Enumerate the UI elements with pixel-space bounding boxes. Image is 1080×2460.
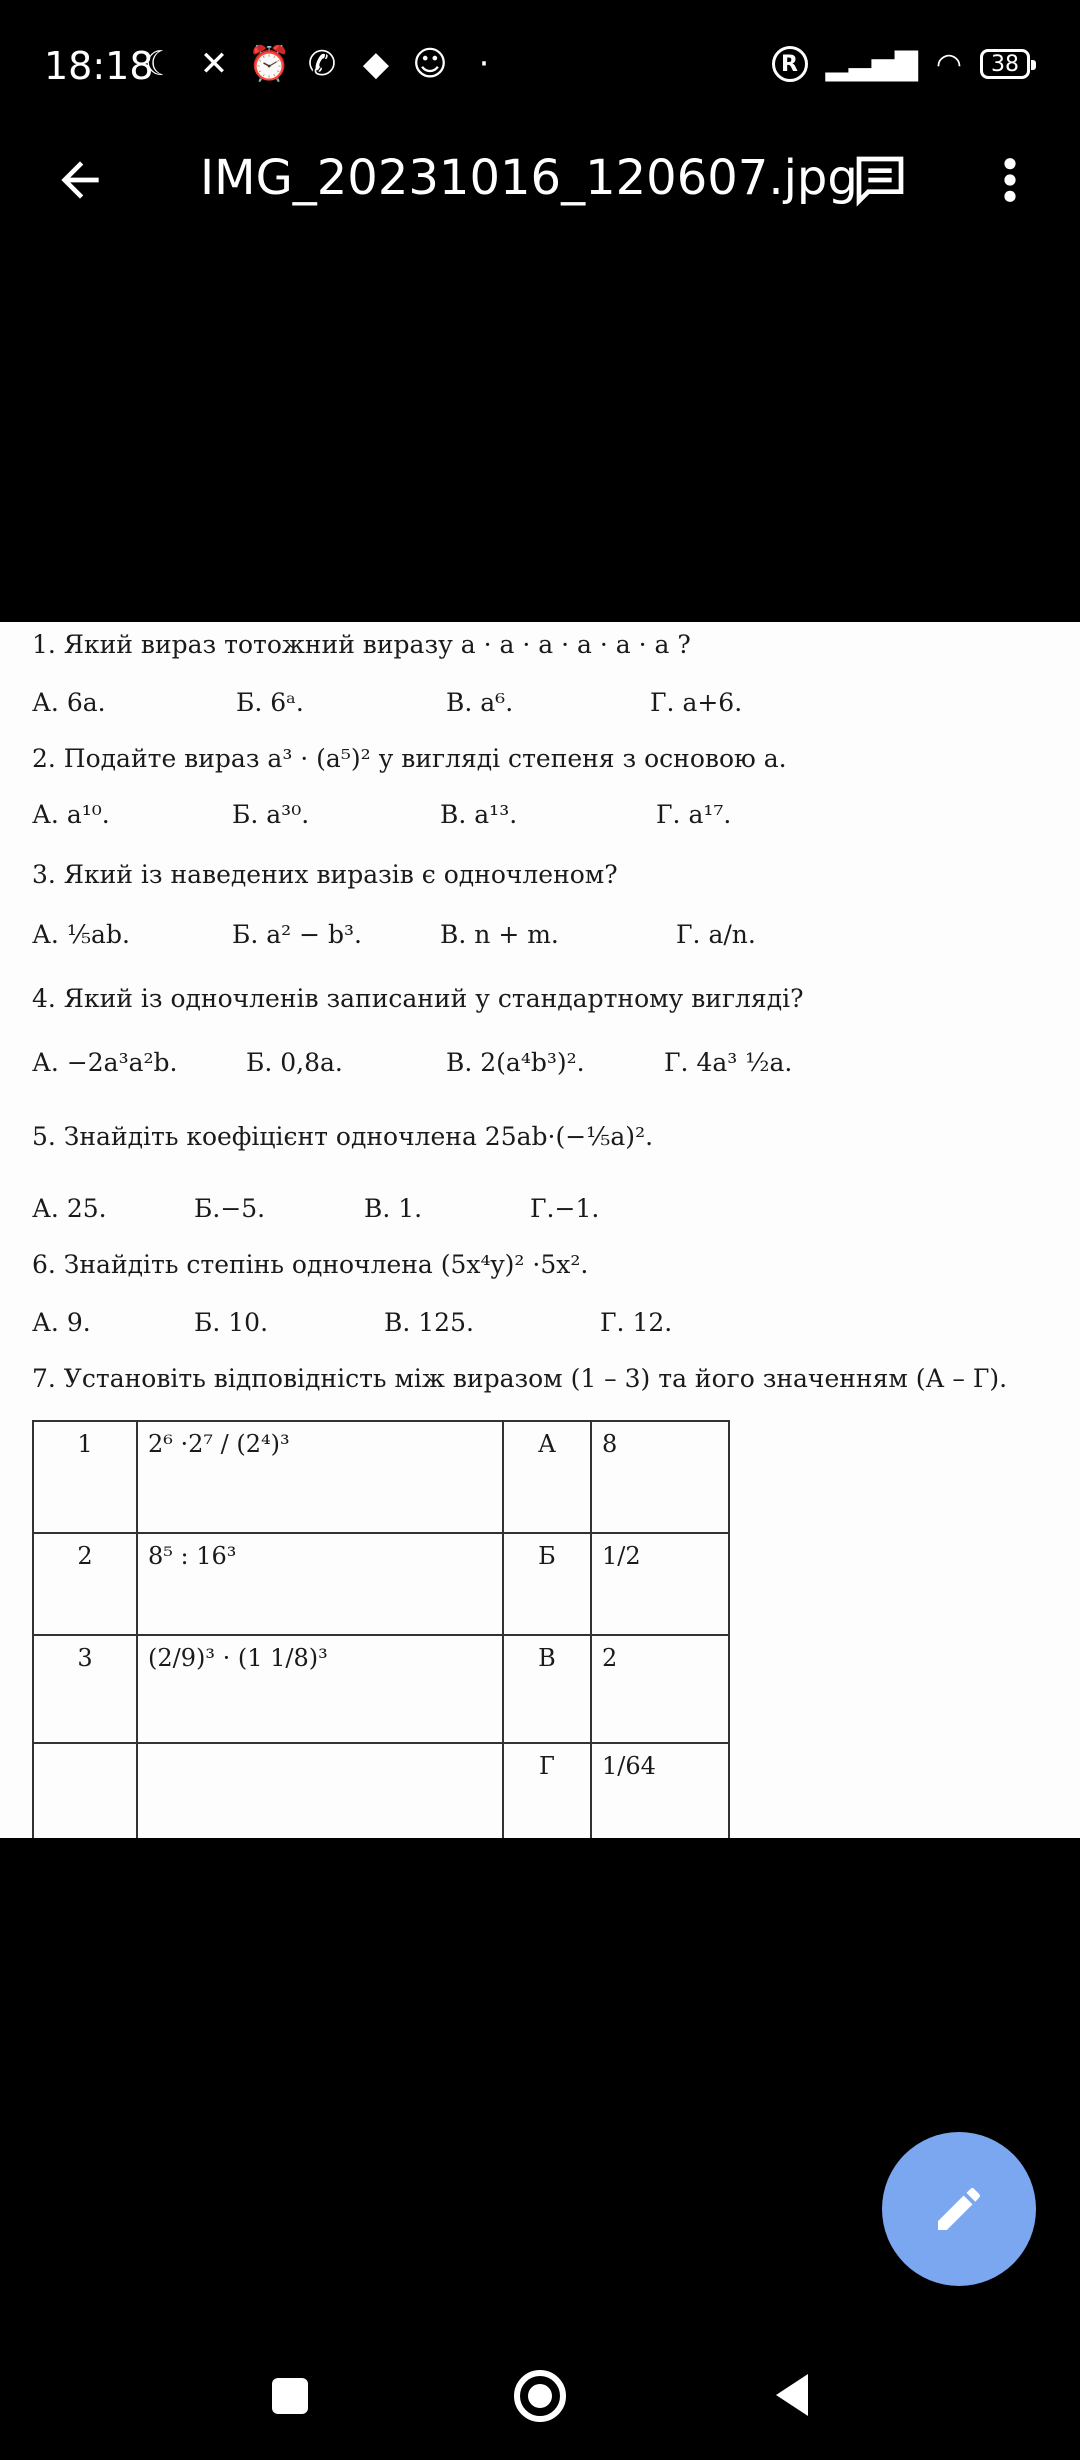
q4-option-b: Б. 0,8a. [246,1048,343,1077]
wifi-icon: ◠ [935,46,962,82]
row-value: 2 [591,1635,729,1743]
q4-option-d: Г. 4a³ ½a. [664,1048,793,1077]
row-letter: В [503,1635,591,1743]
edit-button[interactable] [882,2132,1036,2286]
row-letter: А [503,1421,591,1533]
q6-option-c: В. 125. [384,1308,474,1337]
roaming-icon: R [772,46,808,82]
row-expression [137,1743,503,1838]
row-value: 1/2 [591,1533,729,1635]
question-1: 1. Який вираз тотожний виразу a · a · a · a · a · a ? [32,630,691,659]
dot-icon: · [478,44,490,84]
comment-icon[interactable] [852,152,908,208]
navigation-bar [0,2340,1080,2460]
discord-icon: ☺ [412,44,448,84]
q6-option-a: А. 9. [32,1308,91,1337]
pencil-icon [931,2181,987,2237]
row-expression: 8⁵ : 16³ [137,1533,503,1635]
q1-option-a: А. 6a. [32,688,106,717]
row-value: 1/64 [591,1743,729,1838]
q5-option-c: В. 1. [364,1194,423,1223]
home-icon[interactable] [512,2368,568,2424]
row-number [33,1743,137,1838]
battery-icon: 38 [980,49,1030,79]
back-icon[interactable] [772,2370,812,2420]
q3-option-c: В. n + m. [440,920,559,949]
table-row [33,1743,729,1838]
file-title: IMG_20231016_120607.jpg [200,150,858,206]
q1-option-b: Б. 6ᵃ. [236,688,304,717]
row-expression: (2/9)³ · (1 1/8)³ [137,1635,503,1743]
signal-icon: ▂▃▅▇ [825,46,918,82]
table-row [33,1533,729,1635]
moon-icon: ☾ [144,44,176,84]
q1-option-c: В. a⁶. [446,688,514,717]
q6-option-d: Г. 12. [600,1308,673,1337]
q2-option-c: В. a¹³. [440,800,518,829]
question-6: 6. Знайдіть степінь одночлена (5x⁴y)² ·5x². [32,1250,589,1279]
row-number: 3 [33,1635,137,1743]
status-right [772,46,1030,82]
q3-option-b: Б. a² − b³. [232,920,363,949]
document-image [0,622,1080,1838]
q5-option-b: Б.−5. [194,1194,266,1223]
row-expression: 2⁶ ·2⁷ / (2⁴)³ [137,1421,503,1533]
viber-icon: ✆ [307,44,337,84]
q4-option-a: А. −2a³a²b. [32,1048,178,1077]
more-options-icon[interactable] [990,152,1030,208]
q5-option-d: Г.−1. [530,1194,600,1223]
matching-table [32,1420,730,1838]
q1-option-d: Г. a+6. [650,688,743,717]
q2-option-a: А. a¹⁰. [32,800,110,829]
alarm-icon: ⏰ [248,44,291,84]
question-2: 2. Подайте вираз a³ · (a⁵)² у вигляді степеня з основою a. [32,744,787,773]
recents-icon[interactable] [272,2378,308,2414]
question-7: 7. Установіть відповідність між виразом (1 – 3) та його значенням (А – Г). [32,1364,1008,1393]
app-bar [0,130,1080,230]
table-row [33,1421,729,1533]
table-row [33,1635,729,1743]
row-value: 8 [591,1421,729,1533]
back-arrow-icon[interactable] [52,152,108,208]
mute-icon: ✕ [199,44,229,84]
game-icon: ◆ [362,44,390,84]
row-letter: Б [503,1533,591,1635]
q3-option-a: А. ⅕ab. [32,920,130,949]
status-time: 18:18 [44,44,154,88]
row-number: 2 [33,1533,137,1635]
q4-option-c: В. 2(a⁴b³)². [446,1048,585,1077]
question-3: 3. Який із наведених виразів є одночленом? [32,860,618,889]
q2-option-d: Г. a¹⁷. [656,800,732,829]
question-5: 5. Знайдіть коефіцієнт одночлена 25ab·(−⅕a)². [32,1122,654,1151]
row-letter: Г [503,1743,591,1838]
row-number: 1 [33,1421,137,1533]
status-bar [0,0,1080,140]
question-4: 4. Який із одночленів записаний у стандартному вигляді? [32,984,804,1013]
q2-option-b: Б. a³⁰. [232,800,310,829]
q5-option-a: А. 25. [32,1194,107,1223]
q3-option-d: Г. a/n. [676,920,756,949]
q6-option-b: Б. 10. [194,1308,269,1337]
status-icons [140,44,504,84]
